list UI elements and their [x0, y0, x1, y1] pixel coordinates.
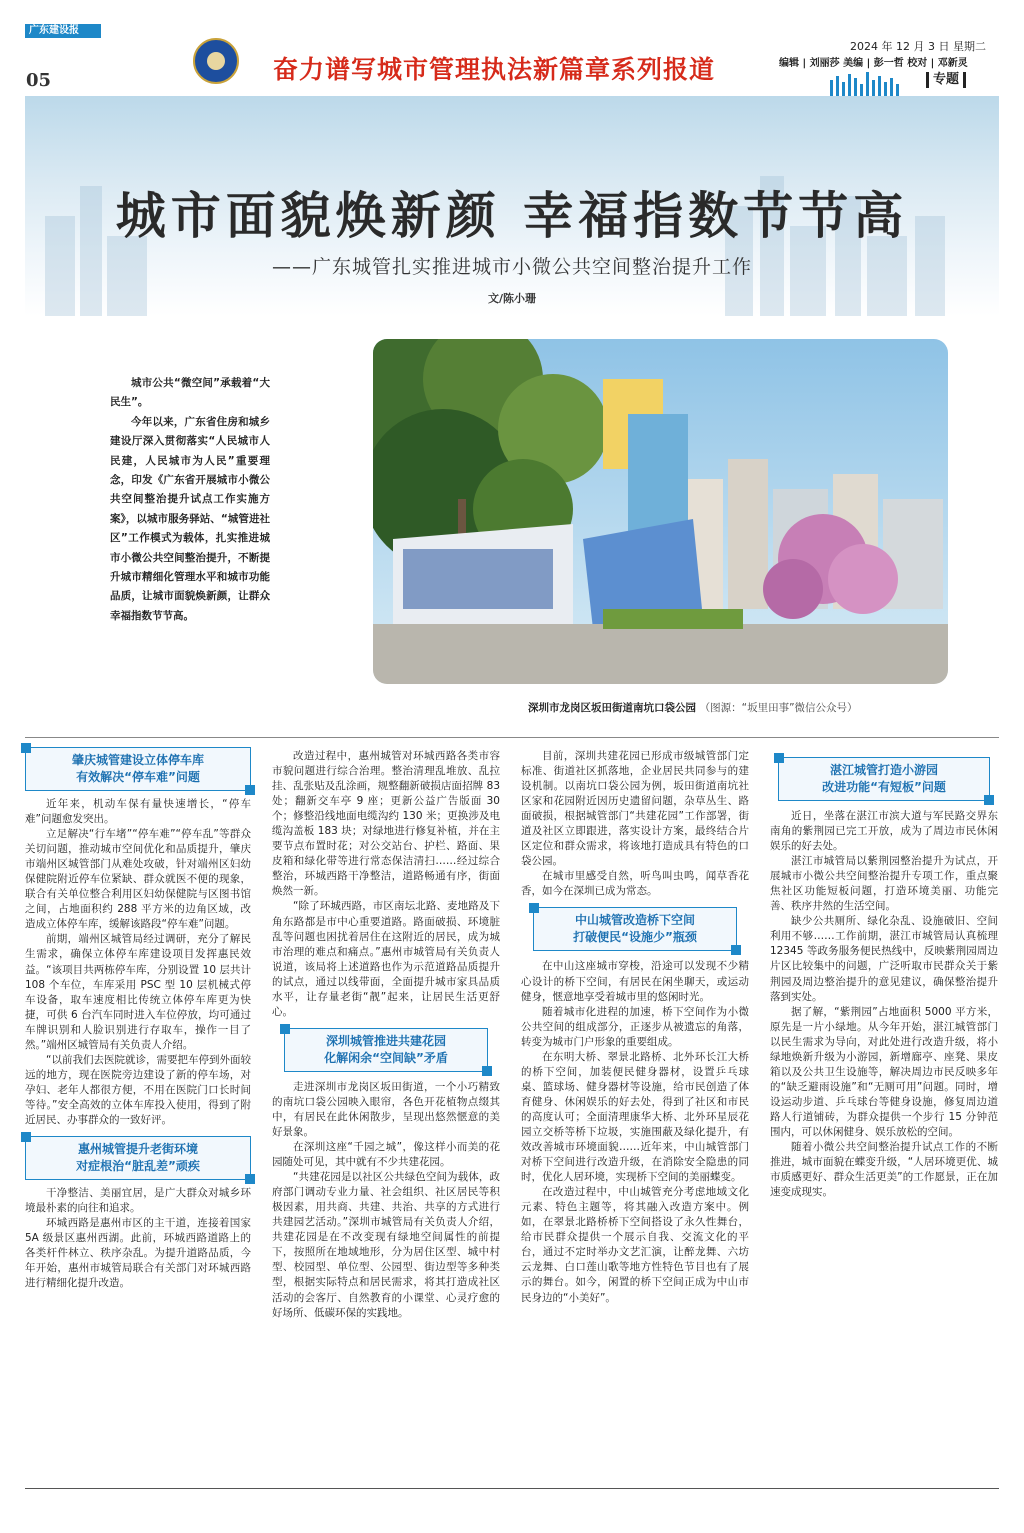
editorial-staff: 编辑 | 刘丽莎 美编 | 彭一哲 校对 | 邓新灵 — [779, 58, 968, 69]
section-tag: 专题 — [926, 72, 966, 88]
paragraph: 在深圳这座“千园之城”，像这样小而美的花园随处可见，其中就有不少共建花园。 — [272, 1141, 500, 1169]
paragraph: 立足解决“行车堵”“停车难”“停车乱”等群众关切问题，推动城市空间优化和品质提升，肇庆市端州区城管部门从难处攻破，针对端州区妇幼保健院附近停车位紧缺、群众就医不便的现象，联合有关单位整合利用区妇幼保健院与区图书馆之间，占地面积约 288 平方米的边角区域，改造成立体停车库，缓解该路段“停车难”问题。 — [25, 828, 251, 931]
paragraph: 走进深圳市龙岗区坂田街道，一个小巧精致的南坑口袋公园映入眼帘，各色开花植物点缀其中，有居民在此休闲散步，呈现出悠然惬意的美好景象。 — [272, 1080, 500, 1138]
paragraph: 目前，深圳共建花园已形成市级城管部门定标准、街道社区抓落地，企业居民共同参与的建设机制。以南坑口袋公园为例，坂田街道南坑社区家和花园附近因历史遗留问题，杂草丛生、路面破损，根据城管部门“共建花园”工作部署，街道及社区立即跟进，落实设计方案，最终结合片区定位和群众需求，将该地打造成具有特色的口袋公园。 — [521, 750, 749, 868]
intro-text — [110, 374, 270, 626]
paragraph: “以前我们去医院就诊，需要把车停到外面较远的地方，现在医院旁边建设了新的停车场，对孕妇、老年人都很方便，不用在医院门口长时间等待。”安全高效的立体车库投入使用，得到了附近居民、办事群众的一致好评。 — [25, 1053, 251, 1126]
article-title: 城市面貌焕新颜 幸福指数节节高 — [115, 186, 909, 245]
byline: 文/陈小珊 — [487, 292, 537, 305]
heading-line: 深圳城管推进共建花园 — [325, 1033, 446, 1048]
section-heading-zhanjiang — [778, 757, 990, 801]
paragraph: 干净整洁、美丽宜居，是广大群众对城乡环境最朴素的向往和追求。 — [25, 1187, 251, 1215]
heading-line: 改进功能“有短板”问题 — [822, 780, 946, 794]
paragraph: 近日，坐落在湛江市滨大道与军民路交界东南角的紫荆园已完工开放，成为了周边市民休闲娱乐的好去处。 — [770, 810, 998, 853]
heading-line: 有效解决“停车难”问题 — [76, 770, 200, 784]
paragraph: 环城西路是惠州市区的主干道，连接着国家 5A 级景区惠州西湖。此前，环城西路道路上的各类杆件林立、秩序杂乱。为提升道路品质，今年开始，惠州市城管局联合有关部门对环城西路进行精细化提升改造。 — [25, 1217, 251, 1290]
paragraph: 随着小微公共空间整治提升试点工作的不断推进，城市面貌在蝶变升级，“人居环境更优、城市质感更好、群众生活更美”的工作愿景，正在加速变成现实。 — [770, 1141, 998, 1199]
section-heading-zhaoqing — [25, 747, 251, 791]
heading-line: 打破便民“设施少”瓶颈 — [573, 930, 697, 945]
paragraph: 缺少公共厕所、绿化杂乱、设施破旧、空间利用不够……工作前期，湛江市城管局认真梳理 12345 等政务服务便民热线中，反映紫荆园周边片区比较集中的问题，广泛听取市民群众关于紫荆园及周边整治提升的意见建议，确保整治提升落到实处。 — [770, 915, 998, 1003]
column-1 — [25, 741, 251, 1291]
decorative-stripes-icon — [830, 72, 920, 96]
section-heading-huizhou — [25, 1136, 251, 1180]
paragraph: “除了环城西路，市区南坛北路、麦地路及下角东路都是市中心重要道路。路面破损、环境脏乱等问题也困扰着居住在这附近的居民，成为城市治理的难点和痛点。”惠州市城管局有关负责人说道，该局将上述道路也作为示范道路品质提升的试点，通过以线带面，全面提升城市家具品质水平，让存量老街“靓”起来，让居民生活更舒心。 — [272, 900, 500, 1018]
publication-tag: 广东建设报 — [25, 24, 101, 38]
issue-date: 2024 年 12 月 3 日 星期二 — [850, 40, 986, 53]
paragraph: 在东明大桥、翠景北路桥、北外环长江大桥的桥下空间，加装便民健身器材，设置乒乓球桌、篮球场、健身器材等设施，给市民创造了体育健身、休闲娱乐的好去处，得到了社区和市民的高度认可；全面清理康华大桥、北外环星辰花园立交桥等桥下垃圾，实施围蔽及绿化提升，有效改善城市环境面貌……近年来，中山城管部门对桥下空间进行改造升级，在消除安全隐患的同时，优化人居环境，实现桥下空间的美丽蝶变。 — [521, 1050, 749, 1184]
paragraph: 在改造过程中，中山城管充分考虑地域文化元素、特色主题等，将其融入改造方案中。例如，在翠景北路桥桥下空间搭设了永久性舞台，给市民群众提供一个展示自我、交流文化的平台，通过不定时举办文艺汇演，让醉龙舞、六坊云龙舞、白口莲山歌等地方性特色节目也有了展示的舞台。如今，闲置的桥下空间正成为中山市民身边的“小美好”。 — [521, 1186, 749, 1304]
column-4 — [770, 749, 998, 1200]
paragraph: 近年来，机动车保有量快速增长，“停车难”问题愈发突出。 — [25, 798, 251, 826]
photo-source: （图源：“坂里田事”微信公众号） — [699, 702, 858, 714]
paragraph: 在城市里感受自然，听鸟叫虫鸣，闻草香花香，如今在深圳已成为常态。 — [521, 870, 749, 898]
paragraph: 湛江市城管局以紫荆园整治提升为试点，开展城市小微公共空间整治提升专项工作，重点聚焦社区功能短板问题，打造环境美丽、功能完善、秩序井然的生活空间。 — [770, 855, 998, 913]
intro-paragraph: 今年以来，广东省住房和城乡建设厅深入贯彻落实“人民城市人民建，人民城市为人民”重要理念，印发《广东省开展城市小微公共空间整治提升试点工作实施方案》，以城市服务驿站、“城管进社区”工作模式为载体，扎实推进城市小微公共空间整治提升，不断提升城市精细化管理水平和城市功能品质，让城市面貌焕新颜，让群众幸福指数节节高。 — [110, 415, 270, 622]
paragraph: 在中山这座城市穿梭，沿途可以发现不少精心设计的桥下空间，有居民在闲坐聊天，或运动健身，惬意地享受着城市里的悠闲时光。 — [521, 960, 749, 1003]
heading-line: 肇庆城管建设立体停车库 — [71, 753, 204, 767]
article-subtitle: ——广东城管扎实推进城市小微公共空间整治提升工作 — [271, 256, 752, 278]
paragraph: “共建花园是以社区公共绿色空间为载体，政府部门调动专业力量、社会组织、社区居民等积极因素，用共商、共建、共治、共享的方式进行共建园艺活动。”深圳市城管局有关负责人介绍，共建花园是在不改变现有绿地空间属性的前提下，按照所在地域地形，分为居住区型、城中村型、校园型、单位型、公园型、街边型等多种类型，根据实际特点和居民需求，将其打造成社区活动的会客厅、自然教育的小课堂、心灵疗愈的好场所、低碳环保的实践地。 — [272, 1171, 500, 1319]
series-title: 奋力谱写城市管理执法新篇章系列报道 — [273, 55, 716, 84]
divider — [25, 737, 999, 738]
photo-caption-text: 深圳市龙岗区坂田街道南坑口袋公园 — [528, 702, 696, 714]
heading-line: 中山城管改造桥下空间 — [574, 913, 695, 928]
paragraph: 据了解，“紫荆园”占地面积 5000 平方米，原先是一片小绿地。从今年开始，湛江城管部门以民生需求为导向，对此处进行改造升级，将小绿地焕新升级为小游园，新增廊亭、座凳、果皮箱以及公共卫生设施等，解决周边市民反映多年的“缺乏避雨设施”和“无厕可用”问题。同时，增设运动步道、乒乓球台等健身设施，修复周边道路人行道铺砖，为群众提供一个步行 15 分钟范围内，可以休闲健身、娱乐放松的空间。 — [770, 1005, 998, 1138]
heading-line: 化解闲余“空间缺”矛盾 — [324, 1050, 448, 1065]
column-2 — [272, 749, 500, 1321]
photo-caption — [528, 700, 858, 715]
heading-line: 对症根治“脏乱差”顽疾 — [76, 1159, 200, 1174]
section-heading-shenzhen — [284, 1028, 488, 1072]
urban-management-emblem-icon — [193, 38, 239, 84]
divider — [25, 1488, 999, 1489]
paragraph: 随着城市化进程的加速，桥下空间作为小微公共空间的组成部分，正逐步从被遗忘的角落，转变为城市门户形象的重要组成。 — [521, 1005, 749, 1048]
paragraph: 前期，端州区城管局经过调研，充分了解民生需求，确保立体停车库建设项目发挥惠民效益。“该项目共两栋停车库，分别设置 10 层共计 108 个车位，车库采用 PSC 型 10 层机械式停车设备，取车速度相比传统立体停车库更为快捷，可供 6 台汽车同时进入车位停放，均可通过车牌识别和人脸识别进行存取车，操作一目了然。”端州区城管局有关负责人介绍。 — [25, 933, 251, 1051]
section-heading-zhongshan — [533, 907, 737, 951]
paragraph: 改造过程中，惠州城管对环城西路各类市容市貌问题进行综合治理。整治清理乱堆放、乱拉挂、乱张贴及乱涂画，规整翻新破损店面招牌 83 处；翻新交车亭 9 座；更新公益广告版面 30 个；修整沿线地面电缆沟约 130 米；更换涉及电缆沟盖板 183 块；对绿地进行修复补植，并在主要节点布置时花；对公交站台、护栏、路面、果皮箱和绿化带等进行常态保洁清扫……经过综合整治，环城西路干净整洁，道路畅通有序，街面焕然一新。 — [272, 750, 500, 898]
pocket-park-photo — [373, 339, 948, 684]
page-number: 05 — [26, 70, 52, 91]
column-3 — [521, 749, 749, 1306]
intro-paragraph: 城市公共“微空间”承载着“大民生”。 — [110, 377, 270, 409]
heading-line: 惠州城管提升老街环境 — [77, 1142, 198, 1157]
heading-line: 湛江城管打造小游园 — [829, 763, 938, 777]
